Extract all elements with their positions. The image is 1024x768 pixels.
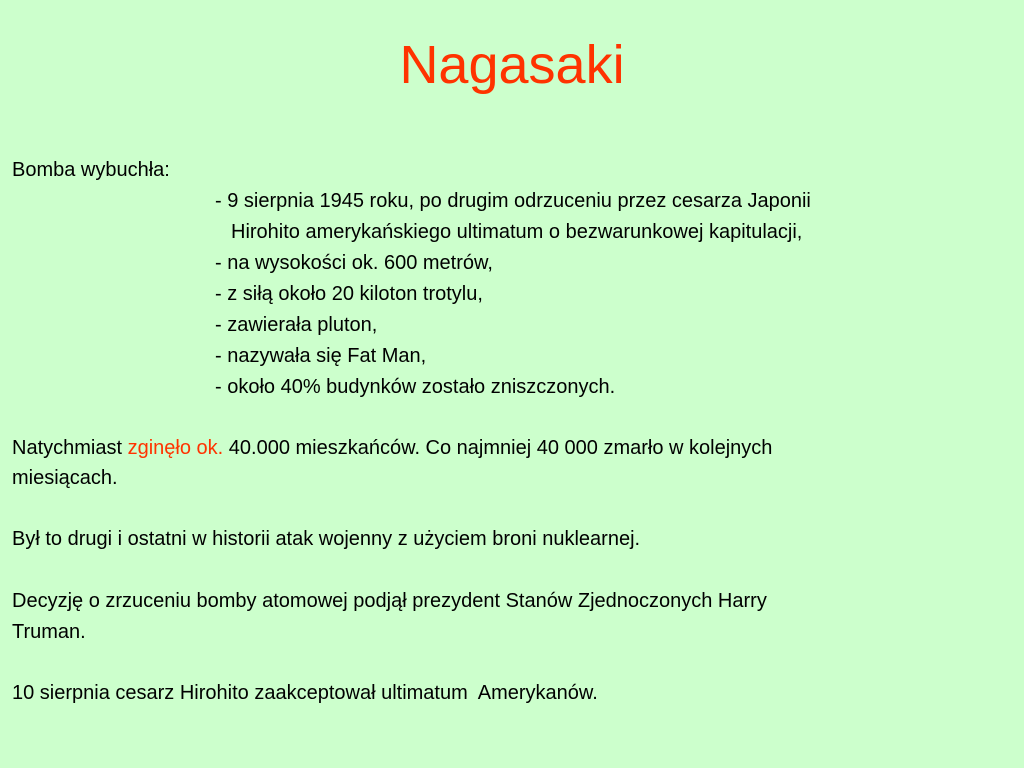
- casualties-prefix: Natychmiast: [12, 437, 128, 459]
- second-attack-text: Był to drugi i ostatni w historii atak wojenny z użyciem broni nuklearnej.: [12, 528, 641, 550]
- bomb-fact-date-line1: - 9 sierpnia 1945 roku, po drugim odrzuceniu przez cesarza Japonii: [215, 190, 811, 212]
- decision-line1: Decyzję o zrzuceniu bomby atomowej podjął prezydent Stanów Zjednoczonych Harry: [12, 590, 767, 612]
- decision-line2: Truman.: [12, 621, 86, 643]
- bomb-intro: Bomba wybuchła:: [12, 159, 170, 181]
- acceptance-text: 10 sierpnia cesarz Hirohito zaakceptował ultimatum Amerykanów.: [12, 682, 598, 704]
- slide-title: Nagasaki: [399, 35, 625, 95]
- bomb-fact-plutonium: - zawierała pluton,: [215, 314, 378, 336]
- bomb-fact-yield: - z siłą około 20 kiloton trotylu,: [215, 283, 483, 305]
- casualties-suffix: 40.000 mieszkańców. Co najmniej 40 000 zmarło w kolejnych: [223, 437, 773, 459]
- bomb-fact-damage: - około 40% budynków zostało zniszczonych.: [215, 376, 616, 398]
- bomb-fact-date-line2: Hirohito amerykańskiego ultimatum o bezwarunkowej kapitulacji,: [231, 221, 803, 243]
- casualties-line2: miesiącach.: [12, 467, 118, 489]
- bomb-fact-altitude: - na wysokości ok. 600 metrów,: [215, 252, 493, 274]
- casualties-highlight: zginęło ok.: [127, 437, 224, 459]
- bomb-fact-name: - nazywała się Fat Man,: [215, 345, 427, 367]
- casualties-line1: [12, 433, 772, 463]
